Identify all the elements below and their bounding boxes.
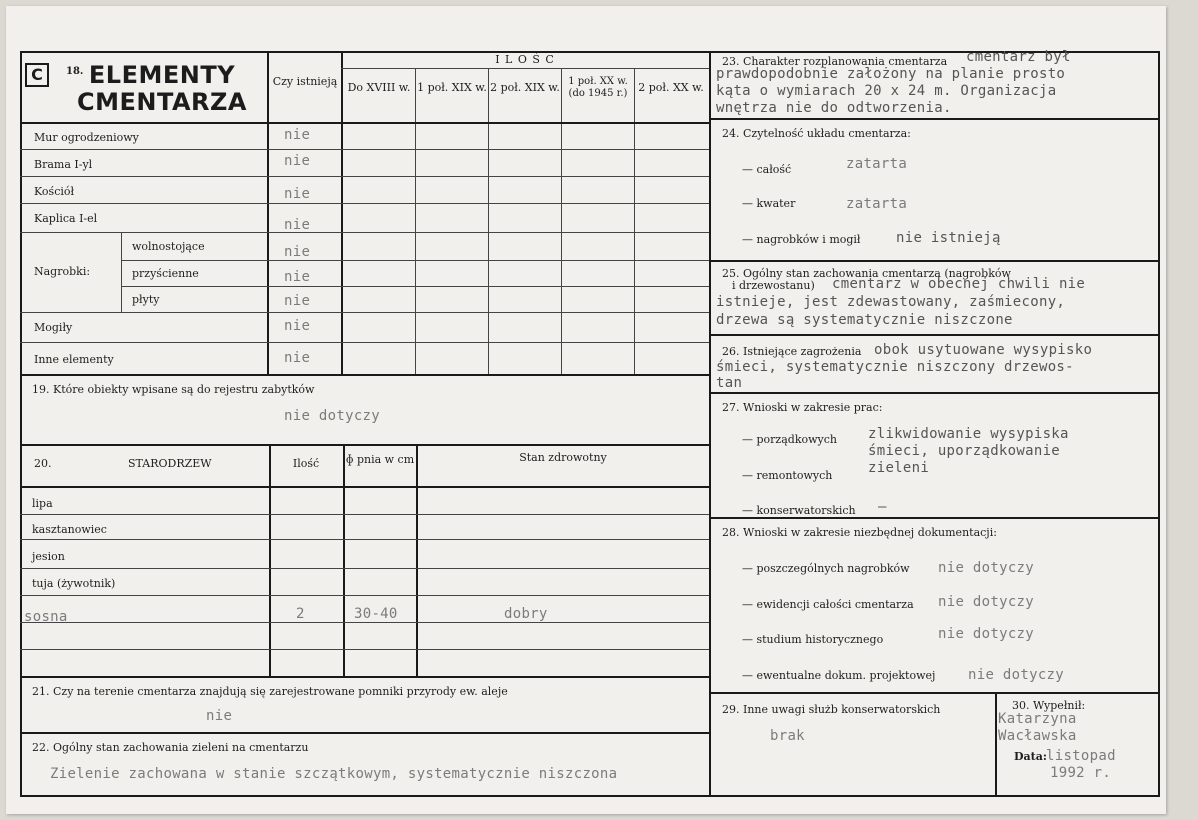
col-header-1-xx: 1 poł. XX w. (do 1945 r.) [568, 76, 628, 99]
s25-line2: istnieje, jest zdewastowany, zaśmiecony, [716, 294, 1066, 310]
section-title [52, 62, 272, 116]
row-label-brama: Brama I-yl [34, 158, 93, 171]
rule [343, 444, 345, 676]
section-number: 18. [66, 66, 84, 77]
rule [1158, 51, 1160, 797]
tree-name-sosna: sosna [24, 609, 68, 625]
rule [20, 232, 709, 233]
s30-date-label: Data: [1014, 750, 1047, 763]
s23-line2: prawdopodobnie założony na planie prosto [716, 66, 1066, 82]
row-value-brama: nie [284, 153, 311, 169]
row-value-kosciol: nie [284, 186, 311, 202]
rule [20, 374, 709, 376]
rule [20, 342, 709, 343]
row-label-wolnostojace: wolnostojące [132, 240, 205, 253]
tree-name-jesion: jesion [32, 550, 65, 563]
rule [709, 260, 1160, 262]
s26-label: 26. Istniejące zagrożenia [722, 345, 862, 358]
row-value-przyscienne: nie [284, 269, 311, 285]
row-value-kaplica: nie [284, 217, 311, 233]
s30-label: 30. Wypełnił: [1012, 699, 1086, 712]
s30-date2: 1992 r. [1050, 765, 1112, 781]
row-value-mur: nie [284, 127, 311, 143]
col-header-xviii: Do XVIII w. [347, 81, 411, 94]
rule [20, 149, 709, 150]
s27-konserw-value: – [878, 499, 887, 515]
rule [20, 514, 709, 515]
s26-line3: tan [716, 375, 743, 391]
section-title-line2: CMENTARZA [76, 88, 247, 116]
rule [709, 692, 1160, 694]
s22-label: 22. Ogólny stan zachowania zieleni na cmentarzu [32, 741, 309, 754]
tree-qty-sosna: 2 [296, 606, 305, 622]
col-header-2-xix: 2 poł. XIX w. [490, 81, 560, 94]
s28-item4-value: nie dotyczy [968, 667, 1065, 683]
tree-diam-sosna: 30-40 [354, 606, 398, 622]
rule [20, 676, 709, 678]
s20-col-health: Stan zdrowotny [519, 451, 607, 464]
rule [561, 68, 562, 374]
rule [121, 286, 709, 287]
rule [415, 68, 416, 374]
rule [416, 444, 418, 676]
tree-health-sosna: dobry [504, 606, 548, 622]
s24-kwater-label: — kwater [742, 197, 796, 210]
col-header-1-xix: 1 poł. XIX w. [417, 81, 487, 94]
s26-line2: śmieci, systematycznie niszczony drzewos- [716, 359, 1074, 375]
row-label-kaplica: Kaplica I-el [34, 212, 98, 225]
rule [709, 334, 1160, 336]
s21-label: 21. Czy na terenie cmentarza znajdują się zarejestrowane pomniki przyrody ew. aleje [32, 685, 508, 698]
rule [634, 68, 635, 374]
rule [995, 692, 997, 795]
row-value-plyty: nie [284, 293, 311, 309]
rule [341, 68, 709, 69]
s24-kwater-value: zatarta [846, 196, 908, 212]
rule [20, 795, 1160, 797]
row-label-plyty: płyty [132, 293, 160, 306]
row-value-inne: nie [284, 350, 311, 366]
rule [121, 260, 709, 261]
s26-line1: obok usytuowane wysypisko [874, 342, 1093, 358]
s24-nagrobkow-label: — nagrobków i mogił [742, 233, 861, 246]
s28-label: 28. Wnioski w zakresie niezbędnej dokumentacji: [722, 526, 997, 539]
s28-item3-value: nie dotyczy [938, 626, 1035, 642]
rule [709, 118, 1160, 120]
s29-value: brak [770, 728, 805, 744]
section-letter: C [25, 63, 49, 87]
tree-name-kasztanowiec: kasztanowiec [32, 523, 107, 536]
s20-number: 20. [34, 457, 52, 470]
s23-label: 23. Charakter rozplanowania cmentarza [722, 55, 948, 68]
s21-value: nie [206, 708, 233, 724]
row-label-mogily: Mogiły [34, 321, 73, 334]
rule [20, 539, 709, 540]
s25-line3: drzewa są systematycznie niszczone [716, 312, 1013, 328]
s20-col-qty: Ilość [292, 457, 320, 470]
s28-item2-value: nie dotyczy [938, 594, 1035, 610]
col-header-2-xx: 2 poł. XX w. [638, 81, 704, 94]
section-title-line1: ELEMENTY [88, 61, 236, 89]
col-header-exists: Czy istnieją [272, 75, 338, 88]
col-header-quantity: I L O Ś C [495, 53, 555, 66]
s23-line1: cmentarz był [966, 49, 1071, 65]
tree-name-lipa: lipa [32, 497, 53, 510]
s24-label: 24. Czytelność układu cmentarza: [722, 127, 911, 140]
s19-value: nie dotyczy [284, 408, 381, 424]
rule [121, 232, 122, 312]
s24-nagrobkow-value: nie istnieją [896, 230, 1001, 246]
s23-line3: kąta o wymiarach 20 x 24 m. Organizacja [716, 83, 1057, 99]
s25-label-line1: 25. Ogólny stan zachowania cmentarza (nagrobków [722, 267, 1011, 280]
rule [20, 203, 709, 204]
rule [20, 176, 709, 177]
row-value-mogily: nie [284, 318, 311, 334]
tree-name-tuja: tuja (żywotnik) [32, 577, 116, 590]
row-label-inne: Inne elementy [34, 353, 114, 366]
rule [20, 732, 709, 734]
s27-remontowe-label: — remontowych [742, 469, 833, 482]
s25-label-line2: i drzewostanu) [732, 279, 815, 292]
s19-label: 19. Które obiekty wpisane są do rejestru zabytków [32, 383, 315, 396]
s30-name2: Wacławska [998, 728, 1077, 744]
s28-item1-label: — poszczególnych nagrobków [742, 562, 910, 575]
rule [709, 392, 1160, 394]
s27-label: 27. Wnioski w zakresie prac: [722, 401, 883, 414]
row-label-nagrobki: Nagrobki: [34, 265, 91, 278]
s27-line1: zlikwidowanie wysypiska [868, 426, 1069, 442]
row-label-mur: Mur ogrodzeniowy [34, 131, 139, 144]
s27-line2: śmieci, uporządkowanie [868, 443, 1061, 459]
rule [341, 51, 343, 374]
rule [20, 444, 709, 446]
rule [20, 649, 709, 650]
s27-konserwatorskie-label: — konserwatorskich [742, 504, 856, 517]
rule [20, 486, 709, 488]
row-label-kosciol: Kościół [34, 185, 75, 198]
s27-line3: zieleni [868, 460, 930, 476]
s28-item2-label: — ewidencji całości cmentarza [742, 598, 914, 611]
rule [709, 51, 711, 797]
rule [20, 595, 709, 596]
rule [269, 444, 271, 676]
s30-date1: listopad [1046, 748, 1116, 764]
s30-name1: Katarzyna [998, 711, 1077, 727]
s24-calosc-value: zatarta [846, 156, 908, 172]
s24-calosc-label: — całość [742, 163, 792, 176]
s20-col-diam: ɸ pnia w cm [345, 453, 415, 466]
s23-line4: wnętrza nie do odtworzenia. [716, 100, 952, 116]
rule [488, 68, 489, 374]
cemetery-record-card [6, 6, 1166, 814]
s28-item3-label: — studium historycznego [742, 633, 884, 646]
s28-item4-label: — ewentualne dokum. projektowej [742, 669, 936, 682]
rule [20, 51, 22, 797]
s25-line1: cmentarz w obecnej chwili nie [832, 276, 1086, 292]
rule [20, 568, 709, 569]
row-label-przyscienne: przyścienne [132, 267, 199, 280]
s28-item1-value: nie dotyczy [938, 560, 1035, 576]
s22-value: Zielenie zachowana w stanie szczątkowym, systematycznie niszczona [50, 766, 618, 782]
s29-label: 29. Inne uwagi służb konserwatorskich [722, 703, 941, 716]
s20-label: STARODRZEW [128, 457, 212, 470]
rule [20, 122, 709, 124]
row-value-wolnostojace: nie [284, 244, 311, 260]
s27-porzadkowe-label: — porządkowych [742, 433, 837, 446]
rule [20, 312, 709, 313]
